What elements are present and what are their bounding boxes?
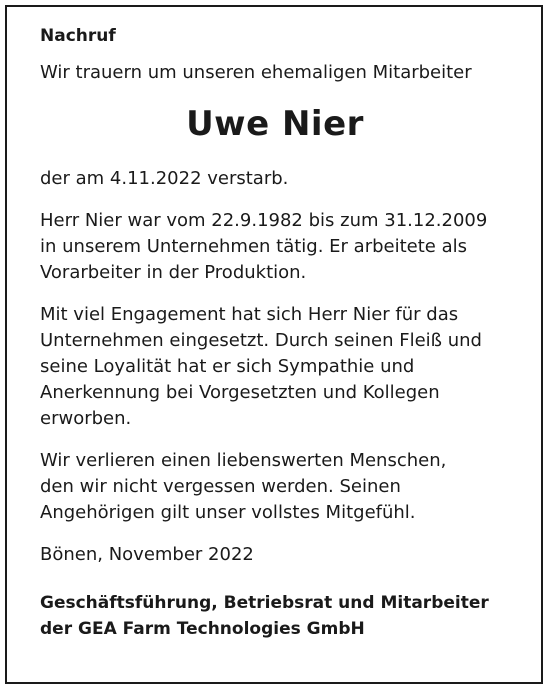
employment-paragraph bbox=[40, 208, 510, 286]
intro-line: Wir trauern um unseren ehemaligen Mitarbeiter bbox=[40, 62, 472, 83]
closing-paragraph bbox=[40, 448, 510, 526]
paragraph-line: erworben. bbox=[40, 408, 132, 429]
paragraph-line: in unserem Unternehmen tätig. Er arbeitete als bbox=[40, 236, 467, 257]
paragraph-line: Vorarbeiter in der Produktion. bbox=[40, 262, 307, 283]
paragraph-line: den wir nicht vergessen werden. Seinen bbox=[40, 476, 401, 497]
paragraph-line: Herr Nier war vom 22.9.1982 bis zum 31.12.2009 bbox=[40, 210, 488, 231]
paragraph-line: Mit viel Engagement hat sich Herr Nier für das bbox=[40, 304, 459, 325]
paragraph-line: Angehörigen gilt unser vollstes Mitgefühl. bbox=[40, 502, 416, 523]
signature-line: der GEA Farm Technologies GmbH bbox=[40, 619, 365, 639]
paragraph-line: Wir verlieren einen liebenswerten Menschen, bbox=[40, 450, 447, 471]
signature-line: Geschäftsführung, Betriebsrat und Mitarbeiter bbox=[40, 593, 489, 613]
engagement-paragraph bbox=[40, 302, 510, 432]
obituary-label: Nachruf bbox=[40, 26, 116, 46]
deceased-name: Uwe Nier bbox=[186, 104, 364, 144]
obituary-content bbox=[40, 24, 510, 642]
death-date-line: der am 4.11.2022 verstarb. bbox=[40, 168, 289, 189]
paragraph-line: seine Loyalität hat er sich Sympathie und bbox=[40, 356, 415, 377]
paragraph-line: Anerkennung bei Vorgesetzten und Kollegen bbox=[40, 382, 440, 403]
place-date: Bönen, November 2022 bbox=[40, 544, 254, 565]
paragraph-line: Unternehmen eingesetzt. Durch seinen Fleiß und bbox=[40, 330, 482, 351]
signature-block bbox=[40, 590, 510, 642]
